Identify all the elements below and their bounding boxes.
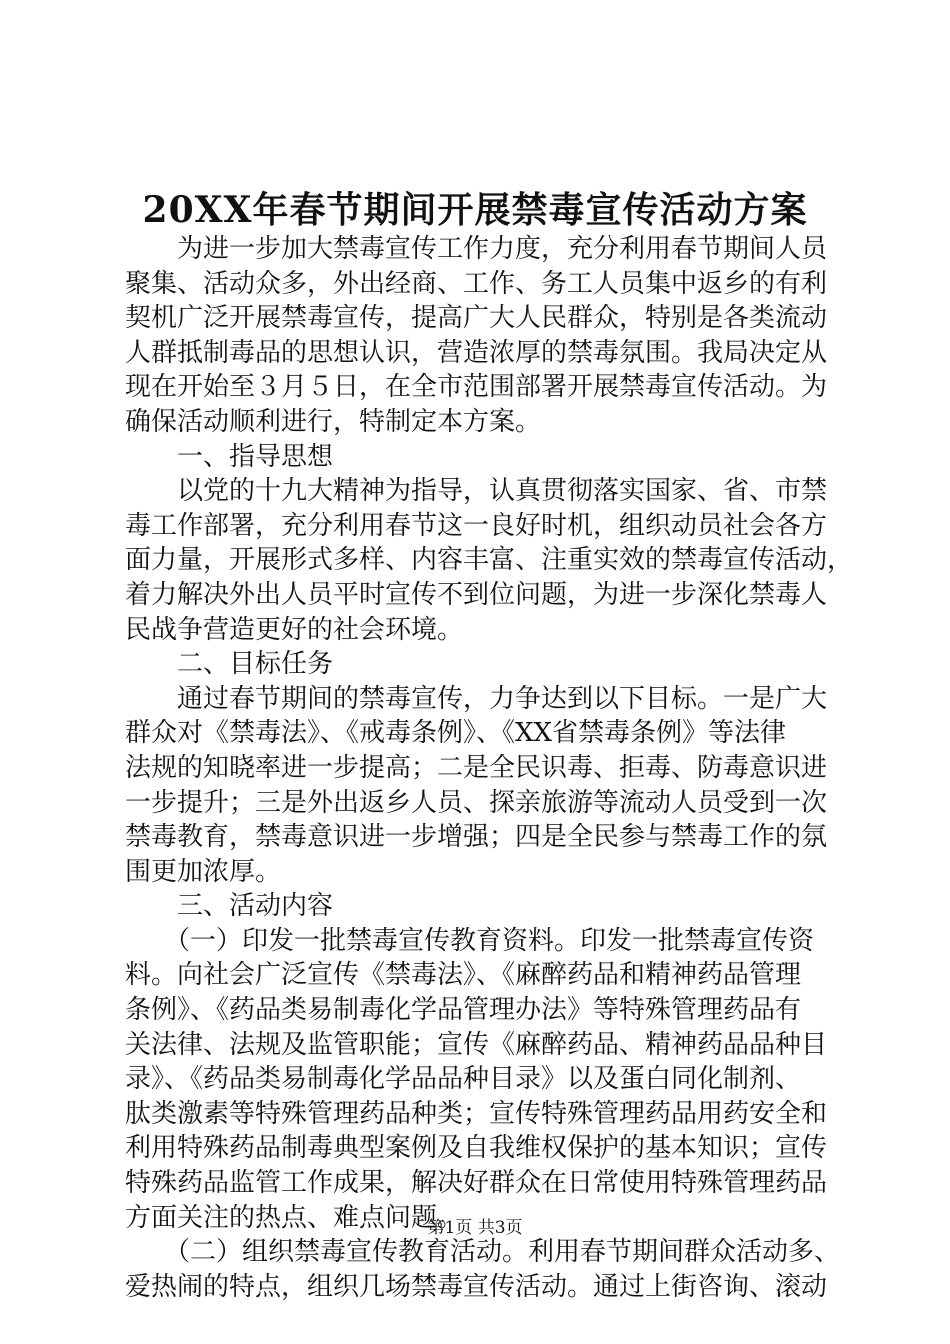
body-line: 民战争营造更好的社会环境。 [125,614,464,645]
page-footer: 第1页 共3页 [427,1218,523,1238]
body-line: 料。向社会广泛宣传《禁毒法》、《麻醉药品和精神药品管理 [125,960,802,991]
document-title: 20XX年春节期间开展禁毒宣传活动方案 [142,189,808,231]
body-line: 特殊药品监管工作成果，解决好群众在日常使用特殊管理药品 [125,1168,828,1199]
body-line: 禁毒教育，禁毒意识进一步增强；四是全民参与禁毒工作的氛 [125,822,828,853]
body-line: 方面关注的热点、难点问题。 [125,1202,464,1233]
body-line: 通过春节期间的禁毒宣传，力争达到以下目标。一是广大 [125,683,828,714]
body-line: 聚集、活动众多，外出经商、工作、务工人员集中返乡的有利 [125,268,828,299]
body-line: 围更加浓厚。 [125,856,282,887]
body-line: 契机广泛开展禁毒宣传，提高广大人民群众，特别是各类流动 [125,303,828,334]
body-line: （一）印发一批禁毒宣传教育资料。印发一批禁毒宣传资 [125,925,815,956]
body-line: 肽类激素等特殊管理药品种类；宣传特殊管理药品用药安全和 [125,1098,828,1129]
body-line: （二）组织禁毒宣传教育活动。利用春节期间群众活动多、 [125,1237,841,1268]
body-line: 三、活动内容 [125,891,334,922]
body-line: 群众对《禁毒法》、《戒毒条例》、《XX省禁毒条例》等法律 [125,718,787,749]
body-line: 为进一步加大禁毒宣传工作力度，充分利用春节期间人员 [125,234,828,264]
body-line: 条例》、《药品类易制毒化学品管理办法》等特殊管理药品有 [125,995,802,1026]
body-line: 二、目标任务 [125,649,334,680]
body-line: 关法律、法规及监管职能；宣传《麻醉药品、精神药品品种目 [125,1029,828,1060]
body-line: 人群抵制毒品的思想认识，营造浓厚的禁毒氛围。我局决定从 [125,337,828,368]
body-line: 面力量，开展形式多样、内容丰富、注重实效的禁毒宣传活动， [125,545,854,576]
body-line: 利用特殊药品制毒典型案例及自我维权保护的基本知识；宣传 [125,1133,828,1164]
body-line: 录》、《药品类易制毒化学品品种目录》以及蛋白同化制剂、 [125,1064,802,1095]
body-line: 一步提升；三是外出返乡人员、探亲旅游等流动人员受到一次 [125,787,828,818]
body-line: 确保活动顺利进行，特制定本方案。 [125,406,542,437]
document-body [125,232,854,1304]
body-line: 现在开始至３月５日，在全市范围部署开展禁毒宣传活动。为 [125,372,828,403]
body-line: 爱热闹的特点，组织几场禁毒宣传活动。通过上街咨询、滚动 [125,1271,828,1302]
body-line: 以党的十九大精神为指导，认真贯彻落实国家、省、市禁 [125,476,828,507]
body-line: 法规的知晓率进一步提高；二是全民识毒、拒毒、防毒意识进 [125,752,828,783]
body-line: 一、指导思想 [125,441,334,472]
body-line: 着力解决外出人员平时宣传不到位问题，为进一步深化禁毒人 [125,579,828,610]
body-line: 毒工作部署，充分利用春节这一良好时机，组织动员社会各方 [125,510,828,541]
